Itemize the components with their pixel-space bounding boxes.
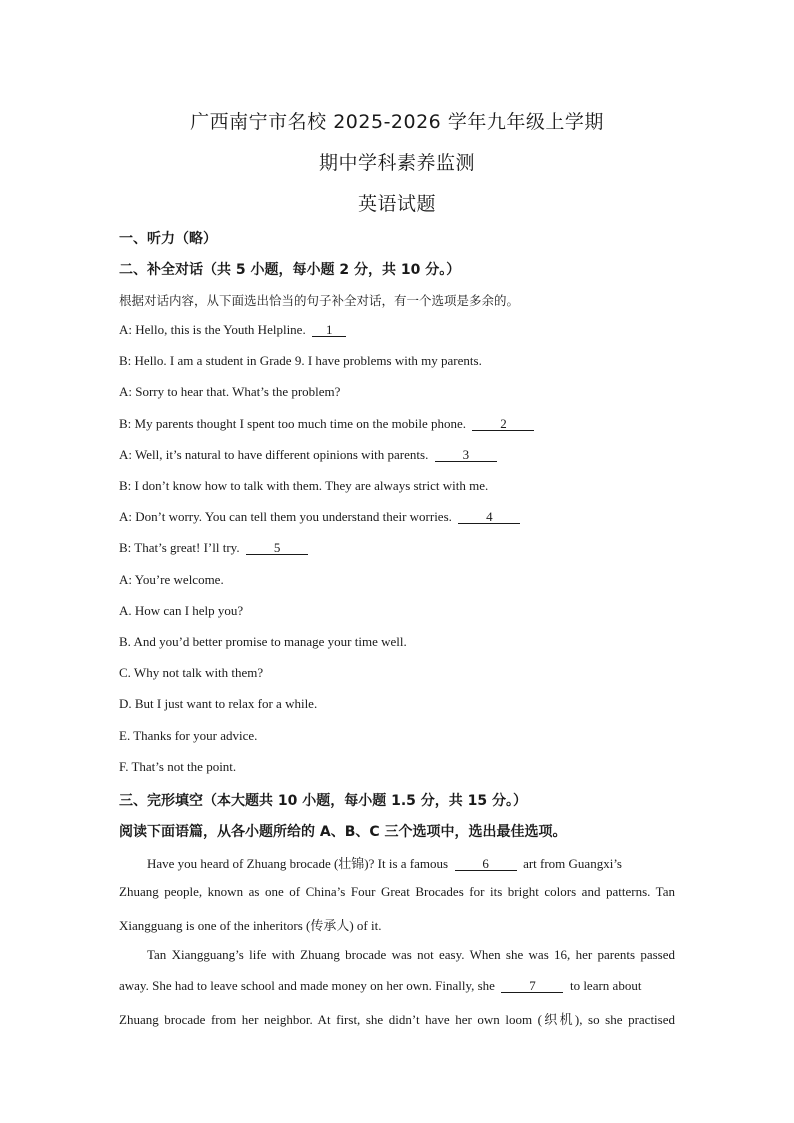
dialogue-text: A: Sorry to hear that. What’s the problem? [119, 384, 341, 399]
option-c: C. Why not talk with them? [119, 665, 264, 680]
dialogue-line [119, 322, 346, 338]
passage-text: Have you heard of Zhuang brocade (壮锦)? It is a famous [147, 856, 449, 871]
dialogue-line [119, 540, 308, 556]
option-a: A. How can I help you? [119, 603, 244, 618]
exam-title-line-3: 英语试题 [357, 193, 436, 215]
answer-blank-4[interactable]: 4 [458, 510, 520, 524]
passage-text: art from Guangxi’s [523, 856, 622, 871]
answer-blank-3[interactable]: 3 [435, 448, 497, 462]
dialogue-text: B: My parents thought I spent too much time on the mobile phone. [119, 416, 466, 431]
passage-line [119, 978, 675, 994]
dialogue-line [119, 509, 520, 525]
exam-title-line-2: 期中学科素养监测 [318, 152, 475, 174]
option-f: F. That’s not the point. [119, 759, 237, 774]
dialogue-text: A: Don’t worry. You can tell them you understand their worries. [119, 509, 452, 524]
dialogue-line [119, 447, 497, 463]
dialogue-line [119, 572, 224, 588]
option-b: B. And you’d better promise to manage your time well. [119, 634, 407, 649]
answer-blank-5[interactable]: 5 [246, 541, 308, 555]
passage-line: Zhuang people, known as one of China’s Four Great Brocades for its bright colors and patterns. Tan [119, 884, 675, 899]
dialogue-line [119, 478, 488, 494]
dialogue-line [119, 353, 482, 369]
dialogue-text: B: I don’t know how to talk with them. They are always strict with me. [119, 478, 489, 493]
cloze-blank-7[interactable]: 7 [501, 979, 563, 993]
dialogue-text: A: Well, it’s natural to have different opinions with parents. [119, 447, 429, 462]
answer-blank-1[interactable]: 1 [312, 323, 346, 337]
dialogue-text: B: That’s great! I’ll try. [119, 540, 240, 555]
passage-text: away. She had to leave school and made money on her own. Finally, she [119, 978, 495, 993]
section-1-heading: 一、听力（略） [119, 231, 217, 247]
section-3-instruction: 阅读下面语篇，从各小题所给的 A、B、C 三个选项中，选出最佳选项。 [119, 824, 567, 840]
exam-title-line-1: 广西南宁市名校 2025-2026 学年九年级上学期 [190, 111, 604, 133]
section-3-heading: 三、完形填空（本大题共 10 小题，每小题 1.5 分，共 15 分。） [119, 793, 528, 809]
cloze-blank-6[interactable]: 6 [455, 857, 517, 871]
passage-line [119, 853, 675, 872]
dialogue-text: A: Hello, this is the Youth Helpline. [119, 322, 306, 337]
option-d: D. But I just want to relax for a while. [119, 696, 318, 711]
option-e: E. Thanks for your advice. [119, 728, 258, 743]
dialogue-text: B: Hello. I am a student in Grade 9. I have problems with my parents. [119, 353, 482, 368]
passage-text: to learn about [569, 978, 642, 993]
passage-line: Zhuang brocade from her neighbor. At first, she didn’t have her own loom (织机), so she practised [119, 1012, 675, 1027]
passage-line: Tan Xiangguang’s life with Zhuang brocade was not easy. When she was 16, her parents passed [147, 947, 675, 962]
dialogue-line [119, 416, 534, 432]
dialogue-text: A: You’re welcome. [119, 572, 224, 587]
dialogue-line [119, 384, 340, 400]
section-2-instruction: 根据对话内容，从下面选出恰当的句子补全对话，有一个选项是多余的。 [119, 293, 520, 308]
answer-blank-2[interactable]: 2 [472, 417, 534, 431]
section-2-heading: 二、补全对话（共 5 小题，每小题 2 分，共 10 分。） [119, 262, 461, 278]
passage-line: Xiangguang is one of the inheritors (传承人) of it. [119, 918, 382, 933]
